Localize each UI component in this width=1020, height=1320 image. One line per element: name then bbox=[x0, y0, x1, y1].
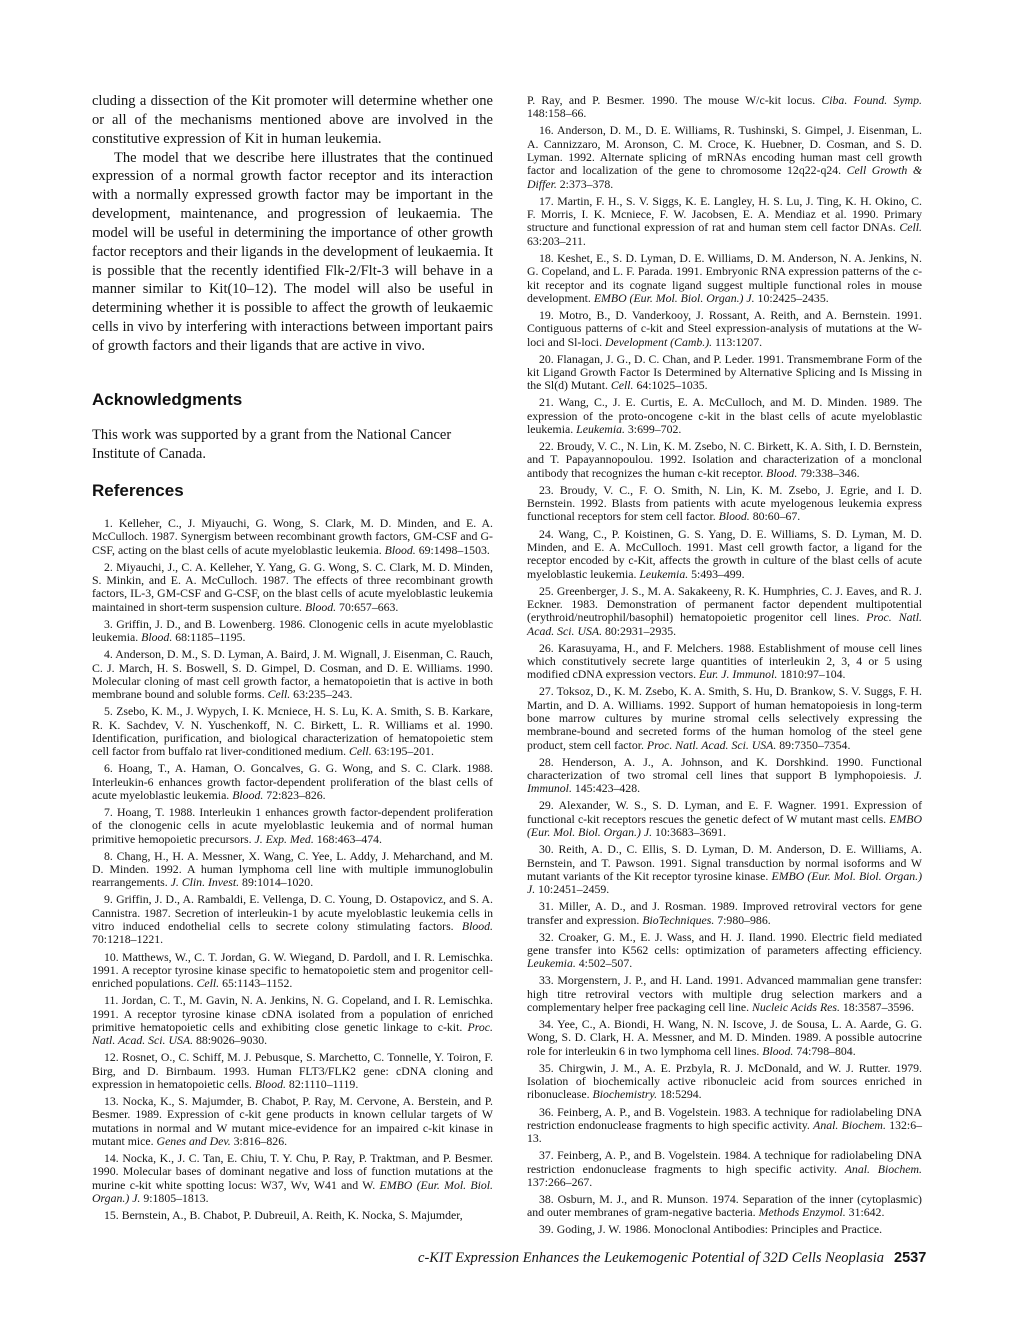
reference-journal: Blood. bbox=[718, 509, 750, 524]
reference-journal: Anal. Biochem. bbox=[813, 1117, 886, 1132]
reference-journal: J. Exp. Med. bbox=[254, 831, 314, 846]
reference-text: 88:9026–9030. bbox=[193, 1033, 268, 1048]
reference-text: 25. Greenberger, J. S., M. A. Sakakeeny, R. K. Humphries, C. J. Eaves, and R. J. Eckner. 1983. Demonstration of permanent factor dependent multipotential (erythroid/neutrophil/basophil) hematopoietic progenitor cell lines. bbox=[527, 583, 922, 625]
reference-text: 21. Wang, C., J. E. Curtis, E. A. McCulloch, and M. D. Minden. 1989. The expression of the proto-oncogene c-kit in the blast cells of acute myeloblastic leukemia. bbox=[527, 395, 922, 437]
reference-text: 168:463–474. bbox=[313, 831, 382, 846]
reference-text: 20. Flanagan, J. G., D. C. Chan, and P. Leder. 1991. Transmembrane Form of the kit Ligand Growth Factor Is Determined by Alternative Splicing and Is Missing in the Sl(d) Mutant. bbox=[527, 351, 922, 393]
reference-journal: Cell Growth & Differ. bbox=[527, 163, 922, 191]
reference-text: 37. Feinberg, A. P., and B. Vogelstein. 1984. A technique for radiolabeling DNA restriction endonuclease fragments to high specific activity. bbox=[527, 1148, 922, 1176]
references-section bbox=[92, 481, 493, 501]
reference-journal: Cell. bbox=[899, 220, 922, 235]
reference-item bbox=[92, 561, 493, 614]
reference-text: 4:502–507. bbox=[575, 956, 633, 971]
reference-item bbox=[92, 850, 493, 890]
reference-text: 3. Griffin, J. D., and B. Lowenberg. 1986. Clonogenic cells in acute myeloblastic leukemia. bbox=[92, 616, 493, 645]
reference-journal: Genes and Dev. bbox=[156, 1134, 231, 1149]
reference-journal: Blood. bbox=[304, 599, 337, 614]
reference-text: 30. Reith, A. D., C. Ellis, S. D. Lyman, D. M. Anderson, D. E. Williams, A. Bernstein, and T. Pawson. 1991. Signal transduction by normal isoforms and W mutant variants of the Kit receptor tyrosine kinase. bbox=[527, 842, 922, 883]
reference-text: 18:3587–3596. bbox=[839, 1000, 915, 1015]
reference-text: 63:195–201. bbox=[371, 744, 434, 759]
reference-item bbox=[92, 951, 493, 991]
reference-item bbox=[92, 1209, 493, 1222]
reference-item bbox=[527, 1223, 922, 1236]
reference-text: 79:338–346. bbox=[797, 465, 860, 480]
reference-journal: Blood. bbox=[766, 465, 798, 480]
reference-item bbox=[527, 124, 922, 191]
reference-text: 70:657–663. bbox=[336, 599, 399, 614]
reference-text: 9. Griffin, J. D., A. Rambaldi, E. Vellenga, D. C. Young, D. Ostapovicz, and S. A. Cannistra. 1987. Secretion of interleukin-1 by acute myeloblastic leukemia cells in vitro induced endothelial cells to secrete colony stimulating factors. bbox=[92, 892, 493, 934]
reference-item bbox=[92, 893, 493, 946]
reference-text: 82:1110–1119. bbox=[285, 1076, 359, 1091]
acknowledgments-section bbox=[92, 390, 493, 410]
reference-text: 8. Chang, H., H. A. Messner, X. Wang, C. Yee, L. Addy, J. Meharchand, and M. D. Minden. 1992. A human lymphoma cell line with multiple immunoglobulin rearrangements. bbox=[92, 848, 493, 890]
reference-text: 65:1143–1152. bbox=[219, 976, 293, 991]
reference-journal: EMBO (Eur. Mol. Biol. Organ.) J. bbox=[593, 290, 755, 305]
reference-journal: Leukemia. bbox=[527, 956, 576, 971]
reference-text: 33. Morgenstern, J. P., and H. Land. 1991. Advanced mammalian gene transfer: high titre retroviral vectors with multiple drug selection markers and a complementary helper free packaging cell line. bbox=[527, 973, 922, 1015]
reference-text: 12. Rosnet, O., C. Schiff, M. J. Pebusque, S. Marchetto, C. Tonnelle, Y. Toiron, F. Birg, and D. Birnbaum. 1993. Human FLT3/FLK2 gene: cDNA cloning and expression in hematopoietic cells. bbox=[92, 1050, 493, 1091]
reference-text: 26. Karasuyama, H., and F. Melchers. 1988. Establishment of mouse cell lines which constitutively secrete large quantities of interleukin 2, 3, 4 or 5 using modified cDNA expression vectors. bbox=[527, 640, 922, 682]
reference-journal: Biochemistry. bbox=[592, 1087, 658, 1102]
reference-item bbox=[527, 756, 922, 796]
reference-item bbox=[92, 705, 493, 758]
reference-text: 38. Osburn, M. J., and R. Munson. 1974. Separation of the inner (cytoplasmic) and outer membranes of gram-negative bacteria. bbox=[527, 1191, 922, 1220]
references-list-left bbox=[92, 517, 493, 1226]
reference-item bbox=[92, 762, 493, 802]
reference-text: 10:2451–2459. bbox=[535, 882, 610, 897]
reference-item bbox=[527, 931, 922, 971]
reference-journal: Cell. bbox=[267, 687, 291, 702]
reference-text: 69:1498–1503. bbox=[415, 542, 490, 557]
reference-journal: EMBO (Eur. Mol. Biol. Organ.) J. bbox=[527, 868, 922, 897]
running-footer-title: c-KIT Expression Enhances the Leukemogenic Potential of 32D Cells Neoplasia bbox=[418, 1250, 884, 1266]
reference-text: 5:493–499. bbox=[688, 566, 745, 581]
reference-item bbox=[92, 806, 493, 846]
reference-journal: Leukemia. bbox=[639, 566, 689, 581]
reference-item bbox=[527, 974, 922, 1014]
reference-journal: Blood. bbox=[232, 787, 264, 802]
reference-journal: Eur. J. Immunol. bbox=[699, 667, 778, 682]
reference-item bbox=[92, 648, 493, 701]
reference-journal: BioTechniques. bbox=[642, 912, 715, 927]
reference-text: 7. Hoang, T. 1988. Interleukin 1 enhances growth factor-dependent proliferation of the clonogenic cells in acute myeloblastic leukemia and of normal human primitive hemopoietic precursors. bbox=[92, 805, 493, 846]
reference-item bbox=[527, 353, 922, 393]
reference-text: 70:1218–1221. bbox=[92, 932, 164, 947]
reference-journal: Blood. bbox=[762, 1043, 794, 1058]
reference-item bbox=[92, 1095, 493, 1148]
reference-text: 18:5294. bbox=[657, 1087, 702, 1102]
reference-text: 39. Goding, J. W. 1986. Monoclonal Antibodies: Principles and Practice. bbox=[539, 1222, 883, 1237]
reference-journal: Cell. bbox=[610, 378, 634, 393]
reference-journal: Blood. bbox=[461, 919, 493, 934]
reference-text: 28. Henderson, A. J., A. Johnson, and K. Dorshkind. 1990. Functional characterization of two stromal cell lines that support B lymphopoiesis. bbox=[527, 754, 922, 783]
reference-text: 16. Anderson, D. M., D. E. Williams, R. Tushinski, S. Gimpel, J. Eisenman, L. A. Cannizzaro, M. Aronson, C. M. Croce, K. Huebner, D. Cosman, and S. D. Lyman. 1992. Alternate splicing of mRNAs encoding human mast cell growth factor and localization of the gene to chromosome 12q22-q24. bbox=[527, 123, 922, 178]
reference-journal: Ciba. Found. Symp. bbox=[821, 93, 922, 107]
reference-journal: Cell. bbox=[349, 744, 372, 759]
reference-text: 4. Anderson, D. M., S. D. Lyman, A. Baird, J. M. Wignall, J. Eisenman, C. Rauch, C. J. March, H. S. Boswell, S. D. Gimpel, D. Cosman, and D. E. Williams. 1990. Molecular cloning of mast cell growth factor, a hematopoietin that is active in both membrane bound and soluble forms. bbox=[92, 647, 493, 702]
reference-text: 148:158–66. bbox=[527, 106, 587, 121]
reference-text: 35. Chirgwin, J. M., A. E. Przbyla, R. J. McDonald, and W. J. Rutter. 1979. Isolation of biochemically active ribonucleic acid from sources enriched in ribonuclease. bbox=[527, 1060, 922, 1102]
reference-item bbox=[527, 396, 922, 436]
reference-journal: Anal. Biochem. bbox=[844, 1161, 922, 1176]
reference-item bbox=[527, 685, 922, 752]
reference-journal: EMBO (Eur. Mol. Biol. Organ.) J. bbox=[92, 1177, 493, 1206]
reference-text: 23. Broudy, V. C., F. O. Smith, N. Lin, K. M. Zsebo, J. Egrie, and I. D. Bernstein. 1992. Blasts from patients with acute myelogenous leukemia express functional receptors for stem cell factor. bbox=[527, 482, 922, 524]
reference-item bbox=[527, 252, 922, 305]
reference-item bbox=[527, 900, 922, 927]
reference-journal: Blood. bbox=[141, 630, 173, 645]
reference-item bbox=[527, 642, 922, 682]
reference-item bbox=[92, 994, 493, 1047]
reference-item bbox=[527, 585, 922, 638]
reference-item bbox=[92, 1152, 493, 1205]
reference-text: 89:7350–7354. bbox=[776, 737, 851, 752]
reference-item bbox=[527, 195, 922, 248]
reference-item bbox=[527, 528, 922, 581]
reference-text: 14. Nocka, K., J. C. Tan, E. Chiu, T. Y. Chu, P. Ray, P. Traktman, and P. Besmer. 1990. Molecular bases of dominant negative and loss of function mutations at the murine c-kit white spotting locus: W37, Wv, W41 and W. bbox=[92, 1151, 493, 1192]
reference-item bbox=[527, 1062, 922, 1102]
reference-text: 9:1805–1813. bbox=[140, 1191, 209, 1206]
reference-text: 24. Wang, C., P. Koistinen, G. S. Yang, D. E. Williams, S. D. Lyman, M. D. Minden, and E. A. McCulloch. 1991. Mast cell growth factor, a ligand for the receptor encoded by c-Kit, affects the growth in culture of the blast cells of acute myeloblastic leukemia. bbox=[527, 526, 922, 581]
references-list-right bbox=[527, 94, 922, 1252]
reference-text: 113:1207. bbox=[712, 334, 763, 349]
reference-text: 10:2425–2435. bbox=[754, 290, 829, 305]
reference-journal: Methods Enzymol. bbox=[758, 1205, 846, 1220]
reference-journal: Proc. Natl. Acad. Sci. USA. bbox=[646, 737, 777, 752]
reference-text: 63:203–211. bbox=[527, 233, 586, 248]
reference-journal: Blood. bbox=[384, 542, 416, 557]
reference-item bbox=[527, 309, 922, 349]
reference-text: 29. Alexander, W. S., S. D. Lyman, and E. F. Wagner. 1991. Expression of functional c-kit receptors rescues the genetic defect of W mutant mast cells. bbox=[527, 798, 922, 826]
reference-journal: Blood. bbox=[254, 1076, 286, 1091]
body-paragraph: The model that we describe here illustrates that the continued expression of a normal growth factor receptor and its interaction with a normally expressed growth factor may be important in the development, maintenance, and progression of leukaemia. The model will be useful in determining the importance of other growth factor receptors and their ligands in the development of leukaemia. It is possible that the recently identified Flk-2/Flt-3 will behave in a manner similar to Kit(10–12). The model will also be useful in determining whether it is possible to affect the growth of leukaemic cells in vivo by interfering with interactions between important pairs of growth factors and their ligands that are active in vivo. bbox=[92, 149, 493, 354]
reference-text: 7:980–986. bbox=[714, 912, 771, 927]
reference-text: 27. Toksoz, D., K. M. Zsebo, K. A. Smith, S. Hu, D. Brankow, S. V. Suggs, F. H. Martin, and D. A. Williams. 1992. Support of human hematopoiesis in long-term bone marrow cultures by murine stromal cells selectively expressing the membrane-bound and secreted forms of the human homolog of the steel gene product, stem cell factor. bbox=[527, 684, 922, 752]
references-heading: References bbox=[92, 481, 184, 500]
reference-item bbox=[92, 618, 493, 645]
reference-item bbox=[527, 484, 922, 524]
reference-item bbox=[527, 799, 922, 839]
reference-text: 31. Miller, A. D., and J. Rosman. 1989. Improved retroviral vectors for gene transfer and expression. bbox=[527, 899, 922, 927]
reference-item bbox=[527, 440, 922, 480]
reference-journal: Cell. bbox=[196, 976, 220, 991]
reference-text: 10. Matthews, W., C. T. Jordan, G. W. Wiegand, D. Pardoll, and I. R. Lemischka. 1991. A receptor tyrosine kinase specific to hematopoietic stem and progenitor cell-enriched populations. bbox=[92, 949, 493, 991]
reference-journal: Development (Camb.). bbox=[604, 334, 713, 349]
reference-journal: J. Clin. Invest. bbox=[170, 875, 240, 890]
reference-text: 68:1185–1195. bbox=[172, 630, 246, 645]
reference-journal: Proc. Natl. Acad. Sci. USA. bbox=[527, 610, 922, 638]
reference-item bbox=[92, 1051, 493, 1091]
reference-journal: Nucleic Acids Res. bbox=[752, 1000, 840, 1015]
reference-item bbox=[527, 1193, 922, 1220]
reference-item bbox=[527, 1106, 922, 1146]
page-number: 2537 bbox=[894, 1250, 927, 1266]
reference-text: 132:6–13. bbox=[527, 1117, 922, 1146]
reference-text: 17. Martin, F. H., S. V. Siggs, K. E. Langley, H. S. Lu, J. Ting, K. H. Okino, C. F. Morris, I. K. Mcniece, F. W. Jacobsen, E. A. Mendiaz et al. 1990. Primary structure and functional expression of rat and human stem cell factor DNAs. bbox=[527, 193, 922, 235]
reference-item bbox=[527, 1149, 922, 1189]
reference-text: 80:60–67. bbox=[749, 509, 801, 524]
reference-item bbox=[527, 843, 922, 896]
reference-text: 137:266–267. bbox=[527, 1174, 593, 1189]
reference-text: 11. Jordan, C. T., M. Gavin, N. A. Jenkins, N. G. Copeland, and I. R. Lemischka. 1991. A receptor tyrosine kinase cDNA isolated from a population of enriched primitive hematopoietic cells and exhibiting close genetic linkage to c-kit. bbox=[92, 993, 493, 1034]
reference-text: 31:642. bbox=[845, 1205, 885, 1220]
reference-text: 3:816–826. bbox=[230, 1134, 288, 1149]
reference-text: 72:823–826. bbox=[263, 787, 326, 802]
reference-text: 5. Zsebo, K. M., J. Wypych, I. K. Mcniece, H. S. Lu, K. A. Smith, S. B. Karkare, R. K. Sachdev, V. N. Yuschenkoff, N. C. Birkett, L. R. Williams et al. 1990. Identification, purification, and biological characterization of hematopoietic stem cell factor from buffalo rat liver-conditioned medium. bbox=[92, 704, 493, 759]
reference-item bbox=[527, 1018, 922, 1058]
reference-text: 89:1014–1020. bbox=[239, 875, 314, 890]
reference-text: 19. Motro, B., D. Vanderkooy, J. Rossant, A. Reith, and A. Bernstein. 1991. Contiguous patterns of c-kit and Steel expression-analysis of mutations at the W-loci and Sl-loci. bbox=[527, 307, 922, 349]
reference-journal: J. Immunol. bbox=[527, 768, 922, 796]
reference-text: 2:373–378. bbox=[556, 176, 614, 191]
reference-text: 64:1025–1035. bbox=[633, 378, 708, 393]
reference-text: 34. Yee, C., A. Biondi, H. Wang, N. N. Iscove, J. de Sousa, L. A. Aarde, G. G. Wong, S. D. Clark, H. A. Messner, and M. D. Minden. 1989. A possible autocrine role for interleukin 6 in two lymphoma cell lines. bbox=[527, 1017, 922, 1058]
reference-text: 6. Hoang, T., A. Haman, O. Goncalves, G. G. Wong, and S. C. Clark. 1988. Interleukin-6 enhances growth factor-dependent proliferation of the blast cells of acute myeloblastic leukemia. bbox=[92, 761, 493, 802]
reference-text: 32. Croaker, G. M., E. J. Wass, and H. J. Iland. 1990. Electric field mediated gene transfer into K562 cells: optimization of parameters affecting efficiency. bbox=[527, 929, 922, 957]
reference-text: 74:798–804. bbox=[793, 1043, 856, 1058]
reference-text: 10:3683–3691. bbox=[652, 825, 727, 840]
reference-text: 18. Keshet, E., S. D. Lyman, D. E. Williams, D. M. Anderson, N. A. Jenkins, N. G. Copeland, and L. F. Parada. 1991. Embryonic RNA expression patterns of the c-kit receptor and its cognate ligand suggest multiple functional roles in mouse development. bbox=[527, 250, 922, 305]
reference-text: 63:235–243. bbox=[290, 687, 353, 702]
reference-text: 13. Nocka, K., S. Majumder, B. Chabot, P. Ray, M. Cervone, A. Berstein, and P. Besmer. 1989. Expression of c-kit gene products in known cellular targets of W mutations in normal and W mutant mice-evidence for an impaired c-kit kinase in mutant mice. bbox=[92, 1094, 493, 1149]
reference-text: 1. Kelleher, C., J. Miyauchi, G. Wong, S. Clark, M. D. Minden, and E. A. McCulloch. 1987. Synergism between recombinant growth factors, GM-CSF and G-CSF, acting on the blast cells of acute myeloblastic leukemia. bbox=[92, 516, 493, 557]
reference-text: 80:2931–2935. bbox=[602, 623, 677, 638]
reference-text: 145:423–428. bbox=[571, 781, 641, 796]
reference-text: 1810:97–104. bbox=[777, 667, 846, 682]
reference-item bbox=[92, 517, 493, 557]
acknowledgments-text: This work was supported by a grant from the National Cancer Institute of Canada. bbox=[92, 427, 452, 462]
reference-text: 2. Miyauchi, J., C. A. Kelleher, Y. Yang, G. G. Wong, S. C. Clark, M. D. Minden, S. Minkin, and E. A. McCulloch. 1987. The effects of three recombinant growth factors, IL-3, GM-CSF and G-CSF, on the blast cells of acute myeloblastic leukemia maintained in short-term suspension culture. bbox=[92, 559, 493, 614]
reference-text: 36. Feinberg, A. P., and B. Vogelstein. 1983. A technique for radiolabeling DNA restriction endonuclease fragments to high specific activity. bbox=[527, 1104, 922, 1132]
reference-text: P. Ray, and P. Besmer. 1990. The mouse W/c-kit locus. bbox=[527, 93, 822, 107]
reference-text: 15. Bernstein, A., B. Chabot, P. Dubreuil, A. Reith, K. Nocka, S. Majumder, bbox=[104, 1208, 463, 1223]
reference-text: 22. Broudy, V. C., N. Lin, K. M. Zsebo, N. C. Birkett, K. A. Sith, I. D. Bernstein, and T. Papayannopoulou. 1992. Isolation and characterization of a monclonal antibody that recognizes the human c-kit receptor. bbox=[527, 439, 922, 480]
acknowledgments-body bbox=[92, 426, 493, 464]
left-column bbox=[92, 92, 493, 1242]
reference-journal: EMBO (Eur. Mol. Biol. Organ.) J. bbox=[527, 811, 922, 840]
body-paragraph: cluding a dissection of the Kit promoter will determine whether one or all of the mechanisms mentioned above are involved in the constitutive expression of Kit in human leukemia. bbox=[92, 93, 493, 147]
reference-text: 3:699–702. bbox=[624, 422, 682, 437]
acknowledgments-heading: Acknowledgments bbox=[92, 390, 243, 409]
reference-continuation bbox=[527, 94, 922, 121]
reference-journal: Proc. Natl. Acad. Sci. USA. bbox=[92, 1019, 493, 1048]
reference-journal: Leukemia. bbox=[576, 422, 625, 437]
